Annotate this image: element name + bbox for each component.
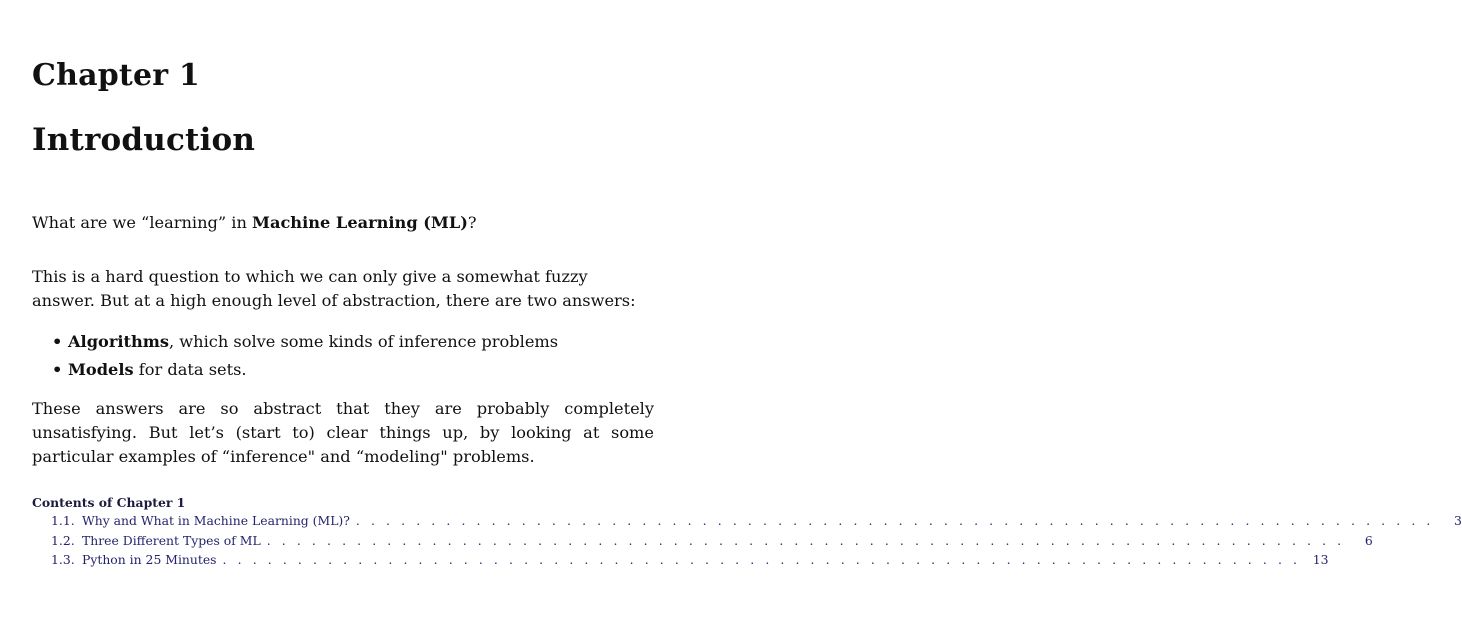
toc-entry-title[interactable]: Three Different Types of ML [82, 532, 261, 548]
toc-entry-number: 1.3. [51, 552, 75, 567]
list-item [52, 328, 558, 356]
list-item-bold: Algorithms [68, 332, 169, 351]
toc-entry-page[interactable]: 13 [1312, 552, 1329, 567]
toc-entry[interactable] [32, 552, 1329, 572]
bullet-icon: • [52, 360, 63, 379]
list-item-bold: Models [68, 360, 134, 379]
toc-entry[interactable] [32, 513, 1462, 533]
question-text-end: ? [467, 213, 477, 232]
toc-entry-number: 1.1. [51, 513, 75, 528]
toc-entry-title[interactable]: Why and What in Machine Learning (ML)? [82, 513, 350, 528]
toc-entry-number: 1.2. [51, 532, 75, 548]
toc-entry-page[interactable]: 6 [1364, 532, 1373, 548]
question-text-start: What are we “learning” in [32, 213, 253, 232]
list-item-text: , which solve some kinds of inference problems [169, 332, 559, 351]
chapter-contents [32, 495, 1462, 572]
hard-question-paragraph: This is a hard question to which we can only give a somewhat fuzzy answer. But at a high enough level of abstraction, there are two answers: [32, 267, 636, 310]
list-item-text: for data sets. [133, 360, 247, 379]
toc-heading: Contents of Chapter 1 [32, 495, 186, 510]
chapter-label: Chapter 1 [32, 58, 200, 93]
toc-leader-dots: . . . . . . . . . . . . . . . . . . . . . . . . . . . . . . . . . . . . . . . . . . . . . . . . . . . . . . . . . . . . . . . . . . . . . . . . [266, 532, 1345, 548]
list-item [52, 356, 558, 384]
toc-leader-dots: . . . . . . . . . . . . . . . . . . . . . . . . . . . . . . . . . . . . . . . . . . . . . . . . . . . . . . . . . . . . . . . . . . . . . . . . [355, 513, 1434, 528]
toc-leader-dots: . . . . . . . . . . . . . . . . . . . . . . . . . . . . . . . . . . . . . . . . . . . . . . . . . . . . . . . . . . . . . . . . . . . . . . . . [222, 552, 1301, 567]
abstract-paragraph: These answers are so abstract that they are probably completely unsatisfying. But let’s (start to) clear things up, by looking at some particular examples of “inference" and “modeling" problems. [32, 399, 654, 466]
chapter-title: Introduction [32, 122, 256, 158]
toc-entry[interactable] [32, 532, 1373, 553]
answers-list [52, 328, 558, 384]
toc-entry-title[interactable]: Python in 25 Minutes [82, 552, 217, 567]
bullet-icon: • [52, 332, 63, 351]
toc-entry-page[interactable]: 3 [1454, 513, 1462, 528]
question-emphasis: Machine Learning (ML) [252, 213, 468, 232]
intro-question [32, 211, 654, 235]
